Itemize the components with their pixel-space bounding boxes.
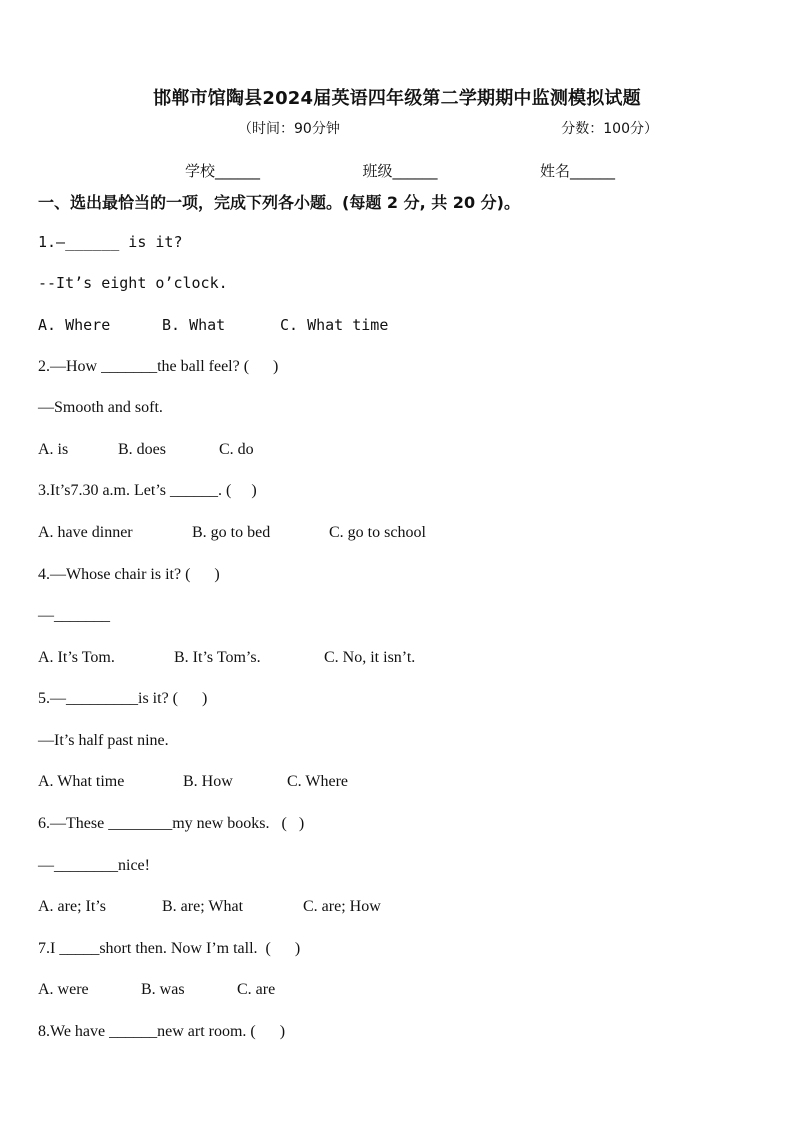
question-8-stem: 8.We have ______new art room. ( ) bbox=[38, 1023, 286, 1040]
question-4-stem: 4.—Whose chair is it? ( ) bbox=[38, 566, 220, 583]
page-title: 邯郸市馆陶县2024届英语四年级第二学期期中监测模拟试题 bbox=[153, 88, 641, 109]
question-3-stem: 3.It’s7.30 a.m. Let’s ______. ( ) bbox=[38, 482, 257, 499]
question-1-stem: 1.—______ is it? bbox=[38, 233, 183, 251]
question-5-stem: 5.—_________is it? ( ) bbox=[38, 690, 208, 707]
name-field: 姓名______ bbox=[539, 162, 615, 180]
exam-meta bbox=[238, 118, 658, 138]
question-1-option-b[interactable]: B. What bbox=[162, 316, 226, 334]
question-3-option-c[interactable]: C. go to school bbox=[329, 524, 426, 541]
question-1-answer-line: --It’s eight o’clock. bbox=[38, 274, 228, 292]
question-2-options bbox=[38, 441, 254, 459]
question-7-option-a[interactable]: A. were bbox=[38, 981, 89, 998]
student-info bbox=[185, 160, 615, 181]
question-7-option-b[interactable]: B. was bbox=[141, 981, 185, 998]
question-2-stem: 2.—How _______the ball feel? ( ) bbox=[38, 358, 279, 375]
question-4-option-a[interactable]: A. It’s Tom. bbox=[38, 649, 115, 666]
question-6-option-a[interactable]: A. are; It’s bbox=[38, 898, 106, 915]
question-6-answer-line: —________nice! bbox=[38, 857, 150, 874]
section-heading: 一、选出最恰当的一项，完成下列各小题。(每题 2 分, 共 20 分)。 bbox=[38, 193, 520, 212]
question-1-option-a[interactable]: A. Where bbox=[38, 316, 111, 334]
time-limit: （时间：90分钟 bbox=[238, 121, 340, 137]
question-3-option-a[interactable]: A. have dinner bbox=[38, 524, 133, 541]
question-2-option-c[interactable]: C. do bbox=[219, 441, 254, 458]
question-6-stem: 6.—These ________my new books. ( ) bbox=[38, 815, 305, 832]
question-2-answer-line: —Smooth and soft. bbox=[38, 399, 163, 416]
question-2-option-b[interactable]: B. does bbox=[118, 441, 166, 458]
question-7-stem: 7.I _____short then. Now I’m tall. ( ) bbox=[38, 940, 301, 957]
question-5-option-a[interactable]: A. What time bbox=[38, 773, 125, 790]
question-6-option-b[interactable]: B. are; What bbox=[162, 898, 244, 915]
question-5-option-c[interactable]: C. Where bbox=[287, 773, 349, 790]
question-4-options bbox=[38, 649, 415, 667]
question-4-option-c[interactable]: C. No, it isn’t. bbox=[324, 649, 416, 666]
question-7-options bbox=[38, 981, 275, 999]
question-5-option-b[interactable]: B. How bbox=[183, 773, 233, 790]
class-field: 班级______ bbox=[362, 162, 438, 180]
total-score: 分数：100分） bbox=[561, 121, 658, 137]
question-2-option-a[interactable]: A. is bbox=[38, 441, 69, 458]
question-6-options bbox=[38, 898, 381, 916]
question-1-options bbox=[38, 316, 388, 334]
question-6-option-c[interactable]: C. are; How bbox=[303, 898, 381, 915]
question-1-option-c[interactable]: C. What time bbox=[280, 316, 389, 334]
question-4-option-b[interactable]: B. It’s Tom’s. bbox=[174, 649, 261, 666]
question-5-answer-line: —It’s half past nine. bbox=[38, 732, 169, 749]
school-field: 学校______ bbox=[185, 162, 261, 180]
question-3-options bbox=[38, 524, 426, 542]
question-7-option-c[interactable]: C. are bbox=[237, 981, 276, 998]
question-3-option-b[interactable]: B. go to bed bbox=[192, 524, 271, 541]
question-5-options bbox=[38, 773, 348, 791]
question-4-answer-line: —_______ bbox=[38, 607, 110, 624]
